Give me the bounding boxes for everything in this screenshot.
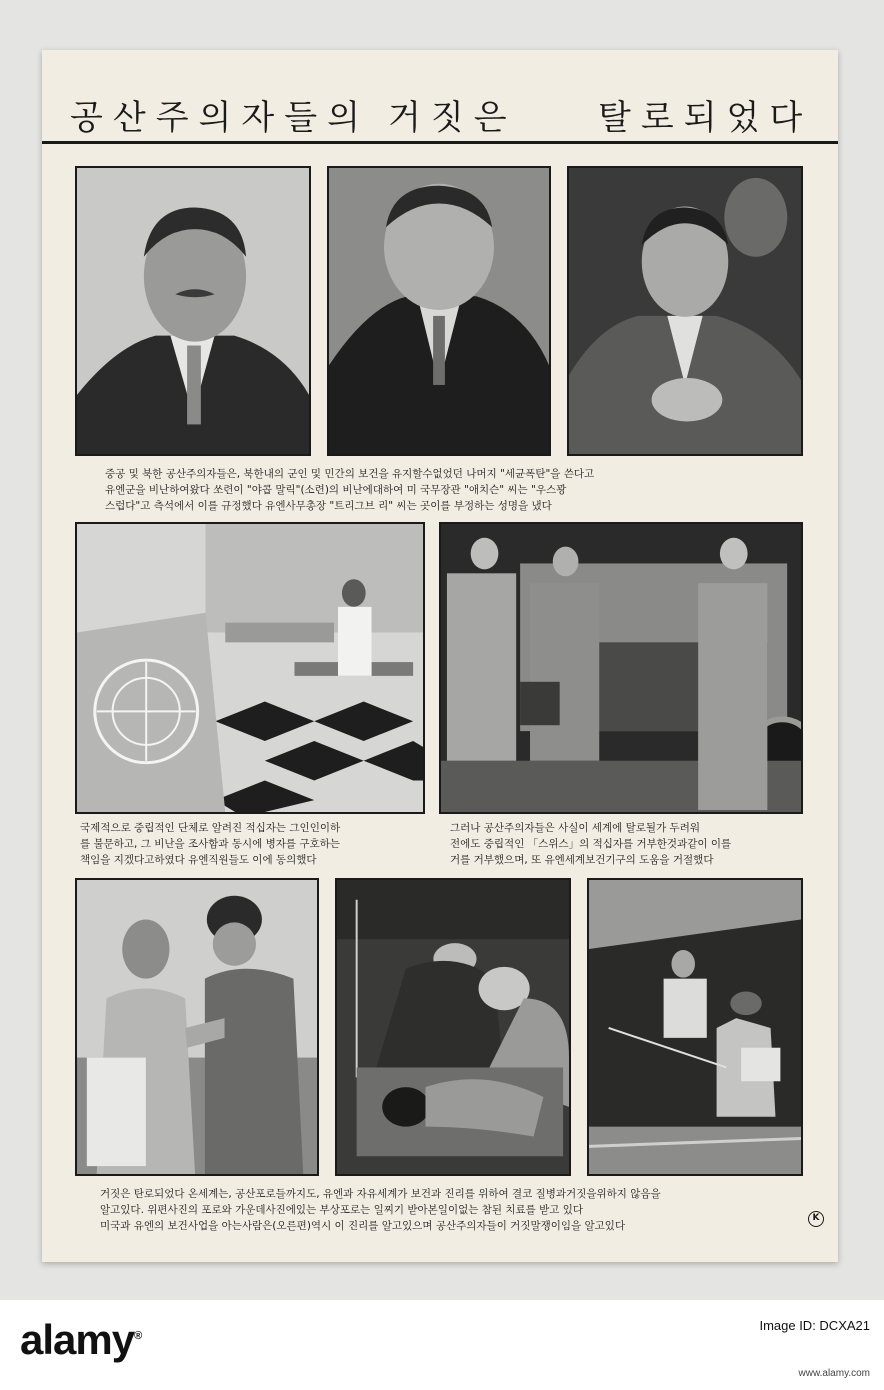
caption-row2-left-line3: 책임을 지겠다고하였다 유엔직원들도 이에 동의했다 [80, 854, 317, 866]
photo-portrait-acheson [75, 166, 311, 456]
caption-row3-line1: 거짓은 탄로되었다 온세계는, 공산포로들까지도, 유엔과 자유세계가 보건과 진리를 위하여 결코 질병과거짓을위하지 않음을 [100, 1188, 661, 1200]
caption-row1-line3: 스럽다"고 측석에서 이를 규정했다 유엔사무총장 "트리그브 리" 씨는 곳이를 부정하는 성명을 냈다 [105, 500, 552, 512]
headline-word-1: 공산주의자들의 [70, 98, 370, 138]
alamy-logo-registered: ® [134, 1330, 142, 1342]
caption-row1 [105, 466, 785, 518]
caption-row1-line1: 중공 및 북한 공산주의자들은, 북한내의 군인 및 민간의 보건을 유지할수없었던 나머지 "세균폭탄"을 쓴다고 [105, 468, 595, 480]
alamy-logo[interactable] [20, 1316, 141, 1364]
caption-row2-left-line2: 를 불문하고, 그 비난을 조사함과 동시에 병자를 구호하는 [80, 838, 340, 850]
headline-rule [42, 141, 838, 144]
poster-headline [70, 84, 813, 138]
stock-url[interactable]: www.alamy.com [798, 1368, 870, 1379]
k-badge: K [808, 1211, 824, 1227]
image-id-label: Image ID: DCXA21 [759, 1318, 870, 1333]
caption-row2-right-line1: 그러나 공산주의자들은 사실이 세계에 탈로될가 두려워 [450, 822, 700, 834]
alamy-logo-text: alamy [20, 1316, 135, 1363]
caption-row2-left-line1: 국제적으로 중립적인 단체로 알려진 적십자는 그인인이하 [80, 822, 341, 834]
photo-prisoner-exam [75, 878, 319, 1176]
caption-row2-right-line3: 거를 거부했으며, 또 유엔세계보건기구의 도움을 거절했다 [450, 854, 714, 866]
caption-row3-line3: 미국과 유엔의 보건사업을 아는사람은(오른편)역시 이 진리를 알고있으며 공산주의자들이 거짓말쟁이임을 알고있다 [100, 1220, 626, 1232]
caption-row2-right [450, 820, 805, 872]
photo-hospital-ward [75, 522, 425, 814]
photo-disinfection [587, 878, 803, 1176]
headline-word-3: 탈로되었다 [598, 98, 813, 138]
photo-portrait-malik [567, 166, 803, 456]
photo-wounded-treatment [335, 878, 571, 1176]
stock-image-id [759, 1318, 870, 1333]
headline-word-2: 거짓은 [388, 98, 517, 138]
photo-portrait-trygve-lie [327, 166, 551, 456]
caption-row3-line2: 알고있다. 위편사진의 포로와 가운데사진에있는 부상포로는 일찌기 받아본일이없는 참된 치료를 받고 있다 [100, 1204, 584, 1216]
caption-row2-right-line2: 전에도 중립적인 「스위스」의 적십자를 거부한것과같이 이를 [450, 838, 732, 850]
caption-row2-left [80, 820, 430, 872]
caption-row1-line2: 유엔군을 비난하여왔다 쏘련이 "야콥 말릭"(소련)의 비난에대하여 미 국무장관 "애치슨" 씨는 "우스꽝 [105, 484, 567, 496]
photo-inspectors-jeep [439, 522, 803, 814]
caption-row3 [100, 1186, 800, 1238]
